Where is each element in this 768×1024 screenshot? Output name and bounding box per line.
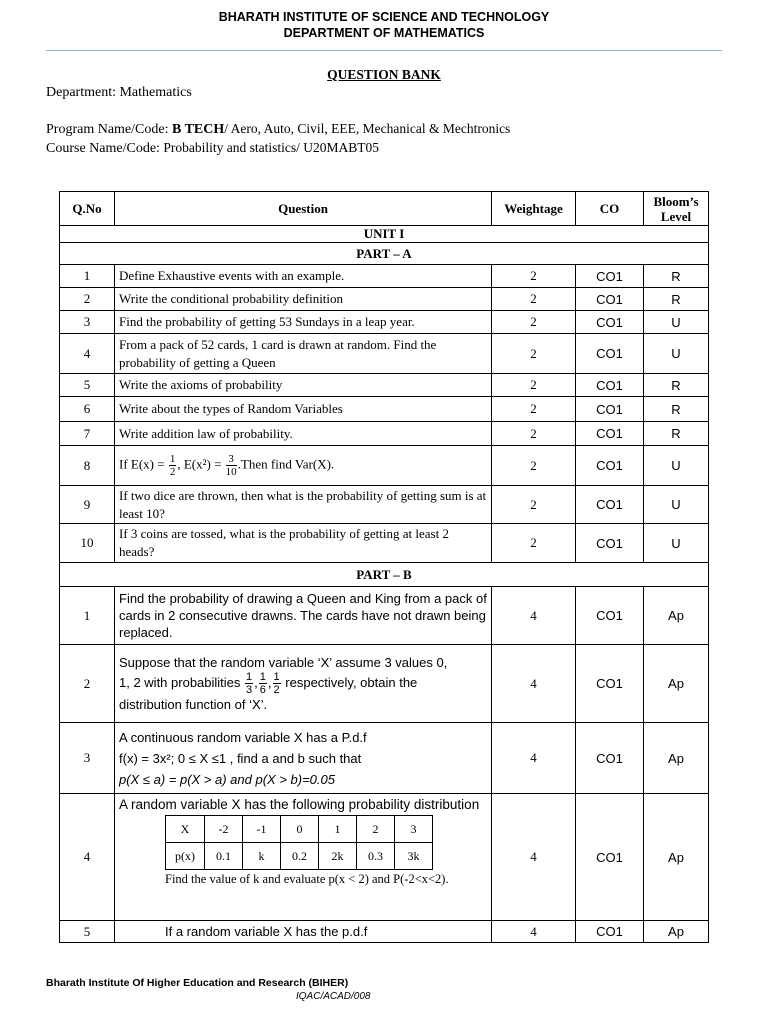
question-cell-math: Suppose that the random variable ‘X’ assume 3 values 0, 1, 2 with probabilities $\frac{1}{3}$ , $\frac{1}{6}$ , $\frac{1}{2}$ respectively, obtain the distribution function of ‘X’. xyxy=(115,645,492,723)
unit-heading: UNIT I xyxy=(60,226,709,243)
page-title: QUESTION BANK xyxy=(327,67,441,82)
course-value: Probability and statistics/ U20MABT05 xyxy=(163,140,380,155)
table-row: 3 A continuous random variable X has a P.d.f f(x) = 3x²; 0 ≤ X ≤1 , find a and b such that p(X ≤ a) = p(X > a) and p(X > b)=0.05 4 CO1 Ap xyxy=(60,723,709,794)
fraction: $\frac{1}{6}$ xyxy=(259,671,266,696)
program-line xyxy=(46,121,510,138)
fraction: $\frac{1}{2}$ xyxy=(273,671,280,696)
table-row: 1 Define Exhaustive events with an example. 2 CO1 R xyxy=(60,265,709,288)
question-cell-math: If E(x) = $\frac{1}{2}$ , E(x²) = $\frac{3}{10}$ .Then find Var(X). xyxy=(115,446,492,486)
department-name: DEPARTMENT OF MATHEMATICS xyxy=(283,26,485,40)
question-table xyxy=(59,191,709,943)
table-row: 2 Suppose that the random variable ‘X’ assume 3 values 0, 1, 2 with probabilities $\frac{1}{3}$ , $\frac{1}{6}$ , $\frac{1}{2}$ respectively, obtain the distribution function of ‘X’. 4 CO1 Ap xyxy=(60,645,709,723)
header-question: Question xyxy=(115,192,492,226)
table-row: 1 Find the probability of drawing a Queen and King from a pack of cards in 2 consecutive drawns. The cards have not drawn being replaced. 4 CO1 Ap xyxy=(60,587,709,645)
department-value: Mathematics xyxy=(119,85,192,100)
table-row: 3 Find the probability of getting 53 Sundays in a leap year. 2 CO1 U xyxy=(60,311,709,334)
table-row: 2 Write the conditional probability definition 2 CO1 R xyxy=(60,288,709,311)
table-row: 9 If two dice are thrown, then what is the probability of getting sum is at least 10? 2 CO1 U xyxy=(60,486,709,524)
part-a-heading: PART – A xyxy=(60,243,709,265)
part-b-heading: PART – B xyxy=(60,563,709,587)
institute-name: BHARATH INSTITUTE OF SCIENCE AND TECHNOLOGY xyxy=(218,10,550,24)
table-row: 7 Write addition law of probability. 2 CO1 R xyxy=(60,422,709,446)
fraction: $\frac{1}{3}$ xyxy=(246,671,253,696)
course-line xyxy=(46,140,379,157)
header-divider xyxy=(46,50,722,51)
table-row: 5 If a random variable X has the p.d.f 4 CO1 Ap xyxy=(60,921,709,943)
table-row: 10 If 3 coins are tossed, what is the probability of getting at least 2 heads? 2 CO1 U xyxy=(60,524,709,563)
table-row: 4 From a pack of 52 cards, 1 card is drawn at random. Find the probability of getting a Queen 2 CO1 U xyxy=(60,334,709,374)
footer-document-code: IQAC/ACAD/008 xyxy=(296,991,371,1002)
table-row: 6 Write about the types of Random Variables 2 CO1 R xyxy=(60,397,709,422)
table-row: 4 A random variable X has the following probability distribution X -2 -1 0 1 2 3 p(x) 0.1 k 0.2 2k 0.3 3k Find the value of k and evaluate p(x < 2) and P(-2<x<2). 4 CO1 Ap xyxy=(60,794,709,921)
course-label: Course Name/Code: xyxy=(46,141,160,156)
program-value: / Aero, Auto, Civil, EEE, Mechanical & Mechtronics xyxy=(224,121,511,136)
distribution-table: X -2 -1 0 1 2 3 p(x) 0.1 k 0.2 2k 0.3 3k xyxy=(165,815,433,870)
department-label: Department: xyxy=(46,85,116,100)
table-header-row xyxy=(60,192,709,226)
program-label: Program Name/Code: xyxy=(46,122,169,137)
header-co: CO xyxy=(576,192,644,226)
table-row: 5 Write the axioms of probability 2 CO1 R xyxy=(60,374,709,397)
program-code: B TECH xyxy=(171,122,225,137)
fraction: $\frac{1}{2}$ xyxy=(169,453,176,478)
footer-organization: Bharath Institute Of Higher Education and Research (BIHER) xyxy=(46,977,349,989)
table-row: 8 If E(x) = $\frac{1}{2}$ , E(x²) = $\frac{3}{10}$ .Then find Var(X). 2 CO1 U xyxy=(60,446,709,486)
header-blooms-level: Bloom’s Level xyxy=(644,192,709,226)
header-weightage: Weightage xyxy=(492,192,576,226)
fraction: $\frac{3}{10}$ xyxy=(225,453,237,478)
department-line xyxy=(46,85,192,101)
header-qno: Q.No xyxy=(60,192,115,226)
